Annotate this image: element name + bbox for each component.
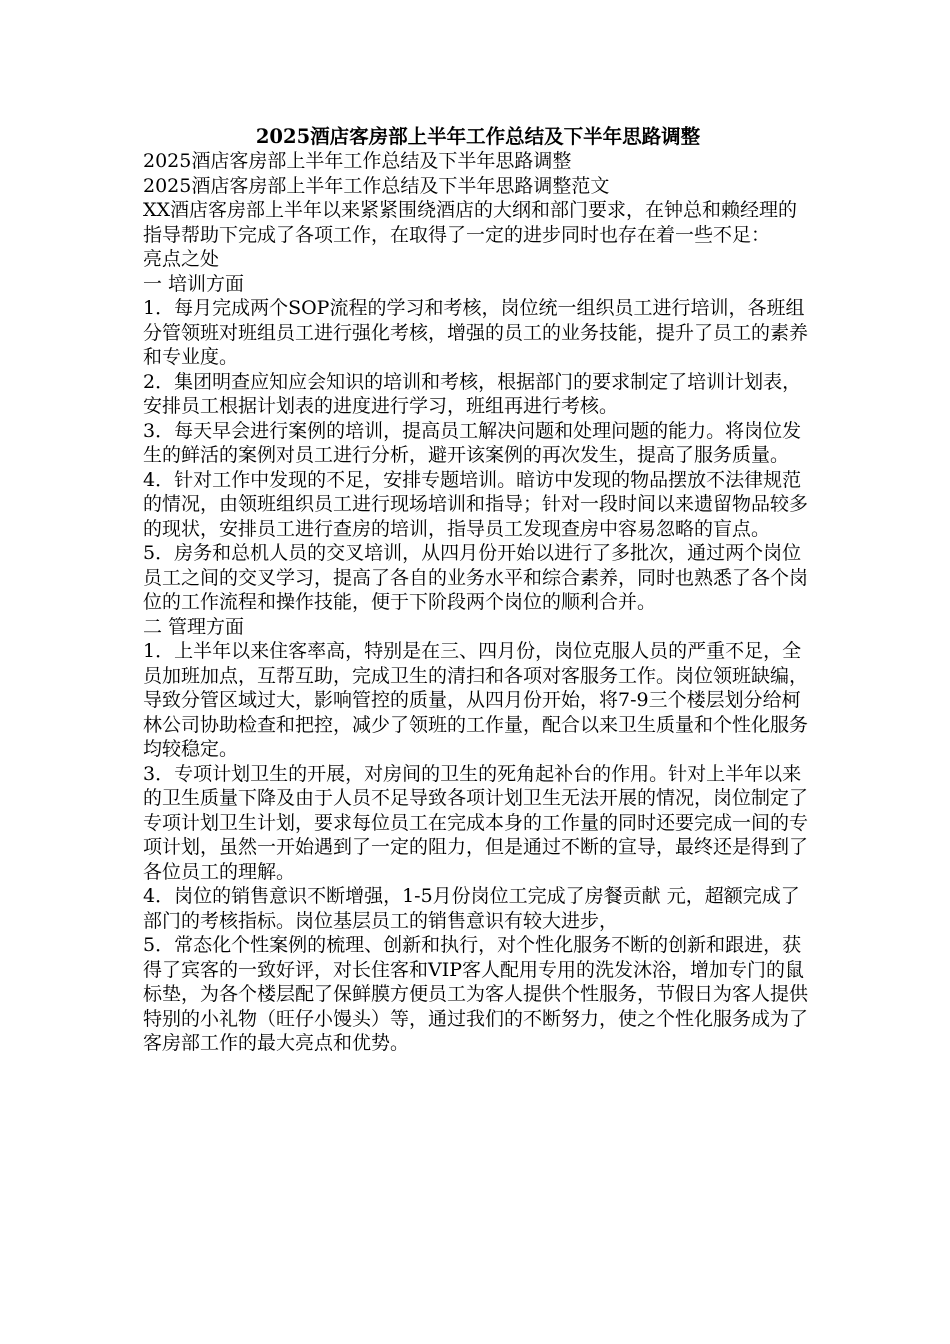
paragraph-training-4: 4．针对工作中发现的不足，安排专题培训。暗访中发现的物品摆放不法律规范的情况，由领班组织员工进行现场培训和指导；针对一段时间以来遗留物品较多的现状，安排员工进行查房的培训，指导员工发现查房中容易忽略的盲点。 [143, 468, 809, 540]
paragraph-management-3: 3．专项计划卫生的开展，对房间的卫生的死角起补台的作用。针对上半年以来的卫生质量下降及由于人员不足导致各项计划卫生无法开展的情况，岗位制定了专项计划卫生计划，要求每位员工在完成本身的工作量的同时还要完成一间的专项计划，虽然一开始遇到了一定的阻力，但是通过不断的宣导，最终还是得到了各位员工的理解。 [143, 762, 809, 883]
section-heading-training: 一 培训方面 [143, 272, 245, 295]
paragraph-management-1: 1．上半年以来住客率高，特别是在三、四月份，岗位克服人员的严重不足，全员加班加点，互帮互助，完成卫生的清扫和各项对客服务工作。岗位领班缺编，导致分管区域过大，影响管控的质量，从四月份开始，将7-9三个楼层划分给柯林公司协助检查和把控，减少了领班的工作量，配合以来卫生质量和个性化服务均较稳定。 [143, 640, 809, 760]
paragraph-intro: XX酒店客房部上半年以来紧紧围绕酒店的大纲和部门要求，在钟总和赖经理的指导帮助下完成了各项工作，在取得了一定的进步同时也存在着一些不足： [143, 199, 798, 246]
section-heading-management: 二 管理方面 [143, 615, 245, 638]
paragraph-subtitle-2: 2025酒店客房部上半年工作总结及下半年思路调整范文 [143, 174, 610, 197]
paragraph-training-1: 1．每月完成两个SOP流程的学习和考核，岗位统一组织员工进行培训，各班组分管领班对班组员工进行强化考核，增强的员工的业务技能，提升了员工的素养和专业度。 [143, 297, 809, 368]
section-heading-highlights: 亮点之处 [143, 248, 220, 270]
document-page [143, 124, 813, 1056]
document-title: 2025酒店客房部上半年工作总结及下半年思路调整 [255, 125, 701, 148]
paragraph-management-5: 5．常态化个性案例的梳理、创新和执行，对个性化服务不断的创新和跟进，获得了宾客的一致好评，对长住客和VIP客人配用专用的洗发沐浴，增加专门的鼠标垫，为各个楼层配了保鲜膜方便员工为客人提供个性服务，节假日为客人提供特别的小礼物（旺仔小馒头）等，通过我们的不断努力，使之个性化服务成为了客房部工作的最大亮点和优势。 [143, 934, 809, 1054]
paragraph-management-4: 4．岗位的销售意识不断增强，1-5月份岗位工完成了房餐贡献 元，超额完成了部门的考核指标。岗位基层员工的销售意识有较大进步， [143, 885, 800, 932]
paragraph-subtitle-1: 2025酒店客房部上半年工作总结及下半年思路调整 [143, 150, 572, 172]
paragraph-training-3: 3．每天早会进行案例的培训，提高员工解决问题和处理问题的能力。将岗位发生的鲜活的案例对员工进行分析，避开该案例的再次发生，提高了服务质量。 [143, 419, 802, 466]
paragraph-training-2: 2．集团明查应知应会知识的培训和考核，根据部门的要求制定了培训计划表，安排员工根据计划表的进度进行学习，班组再进行考核。 [143, 370, 802, 417]
paragraph-training-5: 5．房务和总机人员的交叉培训，从四月份开始以进行了多批次，通过两个岗位员工之间的交叉学习，提高了各自的业务水平和综合素养，同时也熟悉了各个岗位的工作流程和操作技能，便于下阶段两个岗位的顺利合并。 [143, 542, 809, 613]
